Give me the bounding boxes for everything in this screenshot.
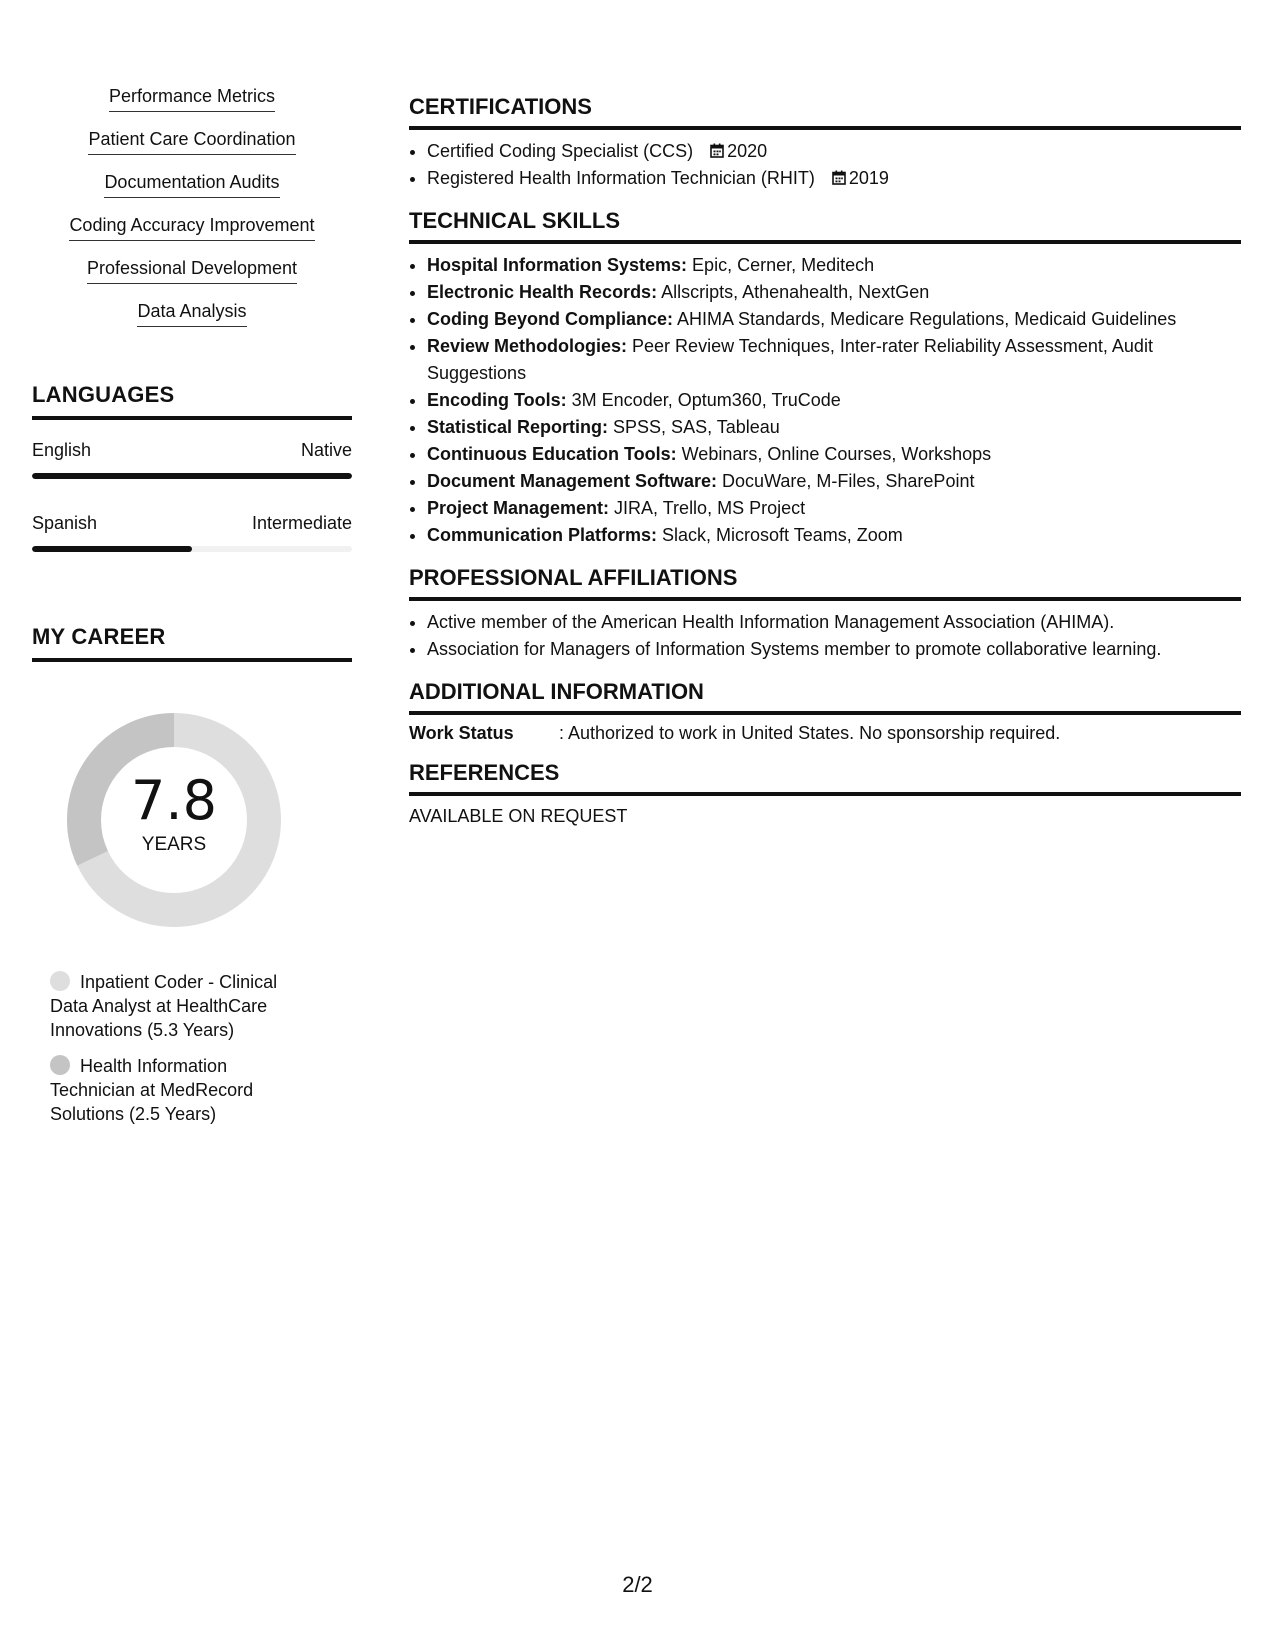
skill-value: AHIMA Standards, Medicare Regulations, Medicaid Guidelines — [673, 309, 1177, 329]
skill-label: Review Methodologies: — [427, 336, 628, 356]
skill-item — [427, 414, 1241, 441]
strength-item: Coding Accuracy Improvement — [69, 213, 314, 241]
skill-value: Peer Review Techniques, Inter-rater Reliability Assessment, Audit Suggestions — [427, 336, 1153, 383]
strength-item: Performance Metrics — [109, 84, 275, 112]
skill-value: JIRA, Trello, MS Project — [609, 498, 806, 518]
legend-item — [50, 970, 290, 1042]
skill-label: Coding Beyond Compliance: — [427, 309, 674, 329]
certification-item — [427, 138, 1241, 165]
strength-item: Patient Care Coordination — [88, 127, 295, 155]
skill-item — [427, 333, 1241, 387]
certification-date — [710, 141, 767, 161]
skill-item — [427, 252, 1241, 279]
skill-value: 3M Encoder, Optum360, TruCode — [566, 390, 841, 410]
certifications-section — [409, 94, 1241, 192]
skill-label: Project Management: — [427, 498, 610, 518]
skill-value: SPSS, SAS, Tableau — [608, 417, 780, 437]
left-column — [32, 84, 352, 1138]
language-row-spanish — [32, 513, 352, 534]
skill-item — [427, 522, 1241, 549]
skill-value: Webinars, Online Courses, Workshops — [676, 444, 992, 464]
calendar-icon — [710, 143, 724, 158]
affiliations-list — [409, 609, 1241, 663]
language-level: Native — [300, 440, 352, 460]
work-status-row — [409, 723, 1241, 744]
skill-item — [427, 306, 1241, 333]
references-title: REFERENCES — [409, 760, 1241, 796]
work-status-key: Work Status — [409, 723, 514, 743]
career-section — [32, 624, 352, 1126]
skill-value: Allscripts, Athenahealth, NextGen — [657, 282, 930, 302]
skill-label: Hospital Information Systems: — [427, 255, 688, 275]
career-title: MY CAREER — [32, 624, 352, 662]
legend-dot — [50, 1055, 70, 1075]
total-years-value: 7.8 — [131, 769, 217, 832]
language-proficiency-fill — [32, 546, 192, 552]
skill-value: DocuWare, M-Files, SharePoint — [717, 471, 975, 491]
career-legend — [50, 970, 290, 1126]
language-proficiency-fill — [32, 473, 352, 479]
additional-info-title: ADDITIONAL INFORMATION — [409, 679, 1241, 715]
technical-skills-list — [409, 252, 1241, 549]
affiliation-item: • Active member of the American Health Information Management Association (AHIMA). — [427, 609, 1241, 636]
skill-item — [427, 495, 1241, 522]
languages-title: LANGUAGES — [32, 382, 352, 420]
skill-label: Encoding Tools: — [427, 390, 567, 410]
work-status-value: : Authorized to work in United States. No sponsorship required. — [559, 723, 1061, 743]
skill-label: Communication Platforms: — [427, 525, 658, 545]
language-row-english — [32, 440, 352, 461]
skill-label: Document Management Software: — [427, 471, 718, 491]
legend-dot — [50, 971, 70, 991]
affiliation-item: • Association for Managers of Information Systems member to promote collaborative learning. — [427, 636, 1241, 663]
strength-item: Documentation Audits — [104, 170, 279, 198]
language-proficiency-bar — [32, 546, 352, 552]
certification-date — [832, 168, 889, 188]
certification-name: Registered Health Information Technician (RHIT) — [427, 168, 815, 188]
page-number: 2/2 — [622, 1572, 653, 1597]
skill-item — [427, 387, 1241, 414]
career-donut-chart — [54, 700, 294, 940]
technical-skills-title: TECHNICAL SKILLS — [409, 208, 1241, 244]
skill-value: Epic, Cerner, Meditech — [687, 255, 875, 275]
technical-skills-section — [409, 208, 1241, 549]
certifications-list — [409, 138, 1241, 192]
certifications-title: CERTIFICATIONS — [409, 94, 1241, 130]
strengths-list — [32, 84, 352, 342]
languages-section — [32, 382, 352, 552]
skill-value: Slack, Microsoft Teams, Zoom — [657, 525, 903, 545]
skill-item — [427, 279, 1241, 306]
references-text: AVAILABLE ON REQUEST — [409, 806, 628, 826]
strength-item: Professional Development — [87, 256, 297, 284]
right-column — [409, 94, 1241, 843]
language-proficiency-bar — [32, 473, 352, 479]
certification-item — [427, 165, 1241, 192]
language-name: Spanish — [32, 513, 98, 533]
affiliations-section — [409, 565, 1241, 663]
total-years-label: YEARS — [141, 834, 207, 855]
donut-center — [54, 770, 294, 856]
certification-year: 2019 — [848, 168, 889, 188]
language-level: Intermediate — [251, 513, 352, 533]
strength-item: Data Analysis — [137, 299, 246, 327]
certification-name: Certified Coding Specialist (CCS) — [427, 141, 694, 161]
affiliations-title: PROFESSIONAL AFFILIATIONS — [409, 565, 1241, 601]
additional-info-section — [409, 679, 1241, 744]
skill-item — [427, 441, 1241, 468]
language-name: English — [32, 440, 92, 460]
references-section — [409, 760, 1241, 827]
calendar-icon — [832, 170, 846, 185]
legend-item — [50, 1054, 290, 1126]
skill-label: Continuous Education Tools: — [427, 444, 677, 464]
skill-label: Statistical Reporting: — [427, 417, 609, 437]
skill-label: Electronic Health Records: — [427, 282, 658, 302]
legend-label: Health Information Technician at MedRecord Solutions (2.5 Years) — [50, 1056, 254, 1124]
certification-year: 2020 — [727, 141, 768, 161]
legend-label: Inpatient Coder - Clinical Data Analyst at HealthCare Innovations (5.3 Years) — [50, 972, 278, 1040]
skill-item — [427, 468, 1241, 495]
